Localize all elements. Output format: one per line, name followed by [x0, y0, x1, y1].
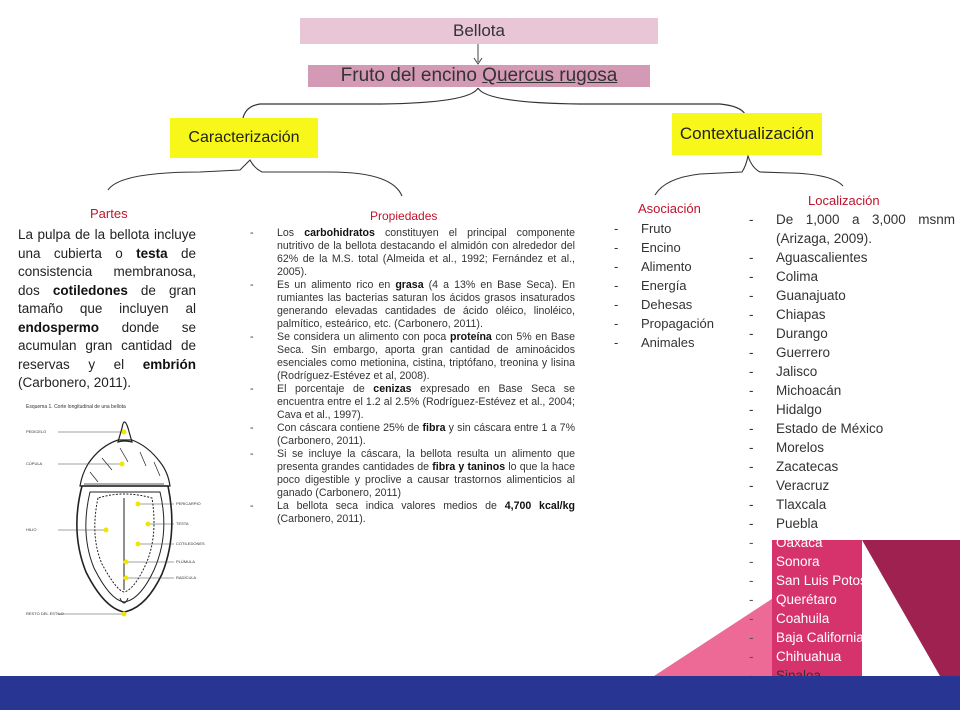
asociacion-item: - Alimento	[614, 257, 714, 276]
propiedad-item	[250, 500, 575, 526]
branch-contextualizacion: Contextualización	[672, 113, 822, 155]
bold-term: endospermo	[18, 319, 100, 335]
bold-term: testa	[136, 245, 168, 261]
asociacion-item: - Animales	[614, 333, 714, 352]
propiedad-item	[250, 383, 575, 422]
label-cotiledones: COTILEDONES	[176, 541, 205, 546]
asociacion-item: - Dehesas	[614, 295, 714, 314]
localizacion-item: - Chihuahua	[749, 647, 955, 666]
propiedades-list	[250, 227, 575, 526]
dot-radicula	[124, 576, 129, 581]
bold-term: proteína	[450, 331, 492, 343]
localizacion-list	[749, 210, 955, 704]
bold-term: carbohidratos	[304, 227, 375, 239]
brace-right-branch	[655, 156, 843, 195]
dot-cupula	[120, 462, 125, 467]
cupula-shape	[80, 440, 170, 486]
text-segment: y sin cáscara entre 1 a 7% (Carbonero, 2011).	[277, 422, 575, 447]
label-pedicelo: PEDICELO	[26, 429, 47, 434]
localizacion-item: - Jalisco	[749, 362, 955, 381]
acorn-outline	[77, 422, 172, 615]
propiedades-heading: Propiedades	[370, 209, 438, 223]
bold-term: grasa	[395, 279, 424, 291]
text-segment: constituyen el principal componente nutritivo de la bellota destacando el almidón con alrededor del 62% de la M.S. total (Almeida et al., 1992; Fernández et al., 2005).	[277, 227, 575, 278]
asociacion-item: - Fruto	[614, 219, 714, 238]
localizacion-item: - Estado de México	[749, 419, 955, 438]
figure-caption: Esquema 1. Corte longitudinal de una bellota	[26, 404, 126, 410]
partes-heading: Partes	[90, 206, 128, 221]
diagram-title: Bellota	[300, 18, 658, 44]
localizacion-item: - Colima	[749, 267, 955, 286]
localizacion-item: - Morelos	[749, 438, 955, 457]
bold-term: cotiledones	[52, 282, 128, 298]
propiedad-item	[250, 227, 575, 279]
label-radicula: RADÍCULA	[176, 575, 197, 580]
label-cupula: CÚPULA	[26, 461, 43, 466]
propiedad-item	[250, 331, 575, 383]
text-segment: El porcentaje de	[277, 383, 374, 395]
localizacion-item: - Veracruz	[749, 476, 955, 495]
text-segment: de gran tamaño que incluyen al	[18, 282, 196, 316]
figure-labels	[26, 429, 205, 616]
dot-hilio	[104, 528, 109, 533]
text-segment: Es un alimento rico en	[277, 279, 396, 291]
bold-term: embrión	[142, 356, 196, 372]
label-pericarpio: PERICARPIO	[176, 501, 201, 506]
dot-pedicelo	[122, 430, 127, 435]
brace-main-left	[243, 88, 478, 118]
label-hilio: HILIO	[26, 527, 37, 532]
asociacion-item: - Propagación	[614, 314, 714, 333]
localizacion-item: - Puebla	[749, 514, 955, 533]
text-segment: (Carbonero, 2011).	[277, 513, 366, 525]
localizacion-item: - De 1,000 a 3,000 msnm (Arizaga, 2009).	[749, 210, 955, 248]
text-segment: donde se acumulan gran cantidad de reservas y el	[18, 319, 196, 372]
text-segment: Con cáscara contiene 25% de	[277, 422, 423, 434]
localizacion-item: - Oaxaca	[749, 533, 955, 552]
localizacion-item: - Tlaxcala	[749, 495, 955, 514]
dot-resto-estilo	[122, 612, 127, 617]
asociacion-item: - Encino	[614, 238, 714, 257]
asociacion-heading: Asociación	[638, 201, 701, 216]
propiedad-item	[250, 422, 575, 448]
localizacion-item: - Querétaro	[749, 590, 955, 609]
localizacion-item: - Chiapas	[749, 305, 955, 324]
text-segment: Se considera un alimento con poca	[277, 331, 451, 343]
footer-band	[0, 676, 960, 710]
text-segment: La pulpa de la bellota incluye una cubierta o	[18, 227, 196, 261]
branch-caracterizacion: Caracterización	[170, 118, 318, 158]
localizacion-item: - Aguascalientes	[749, 248, 955, 267]
text-segment: (4 a 13% en Base Seca). En rumiantes las bacterias saturan los ácidos grasos insaturados generando elevadas cantidades de ácido oléico, linoléico, palmítico, esteárico, etc. (Carbonero, 2011).	[277, 279, 575, 330]
testa-shape	[86, 492, 164, 602]
localizacion-item: - Michoacán	[749, 381, 955, 400]
leader-lines	[58, 432, 174, 614]
partes-text	[18, 226, 196, 393]
localizacion-item: - Zacatecas	[749, 457, 955, 476]
label-plumula: PLÚMULA	[176, 559, 195, 564]
text-segment: (Carbonero, 2011).	[18, 375, 132, 390]
propiedad-item	[250, 279, 575, 331]
text-segment: Los	[277, 227, 305, 239]
bold-term: cenizas	[373, 383, 412, 395]
text-segment: con 5% en Base Seca. Sin embargo, aporta gran cantidad de aminoácidos esenciales como metionina, cistina, triptófano, treonina y lisina (Rodríguez-Estévez et al, 2008).	[277, 331, 575, 382]
label-resto-estilo: RESTO DEL ESTILO	[26, 611, 64, 616]
localizacion-item: - Guanajuato	[749, 286, 955, 305]
bold-term: fibra	[422, 422, 446, 434]
localizacion-item: - Coahuila	[749, 609, 955, 628]
localizacion-item: - Durango	[749, 324, 955, 343]
localizacion-item: - Baja California Sur	[749, 628, 955, 647]
dot-plumula	[124, 560, 129, 565]
acorn-diagram	[24, 412, 224, 622]
localizacion-item: - San Luis Potosí	[749, 571, 955, 590]
localizacion-heading: Localización	[808, 193, 880, 208]
asociacion-list	[614, 219, 714, 352]
diagram-subtitle	[308, 65, 650, 87]
text-segment: La bellota seca indica valores medios de	[277, 500, 505, 512]
text-segment: de consistencia membranosa, dos	[18, 245, 196, 298]
dot-pericarpio	[136, 502, 141, 507]
bold-term: fibra y taninos	[432, 461, 506, 473]
text-segment: Si se incluye la cáscara, la bellota resulta un alimento que presenta grandes cantidades de	[277, 448, 575, 473]
brace-main-right	[478, 88, 745, 114]
asociacion-item: - Energía	[614, 276, 714, 295]
subtitle-scientific-name: Quercus rugosa	[482, 65, 618, 86]
bold-term: 4,700 kcal/kg	[504, 500, 575, 512]
text-segment: expresado en Base Seca se encuentra entre el 1.2 al 2.5% (Rodríguez-Estévez et al., 2004; Cava et al., 1997).	[277, 383, 575, 421]
localizacion-item: - Hidalgo	[749, 400, 955, 419]
subtitle-prefix: Fruto del encino	[340, 65, 483, 86]
dot-cotiledones	[136, 542, 141, 547]
localizacion-item: - Guerrero	[749, 343, 955, 362]
propiedad-item	[250, 448, 575, 500]
text-segment: lo que la hace poco digestible y proclive a causar trastornos alimenticios al ganado (Carbonero, 2011)	[277, 461, 575, 499]
brace-left-branch	[108, 160, 402, 196]
dot-testa	[146, 522, 151, 527]
label-testa: TESTA	[176, 521, 189, 526]
localizacion-item: - Sonora	[749, 552, 955, 571]
